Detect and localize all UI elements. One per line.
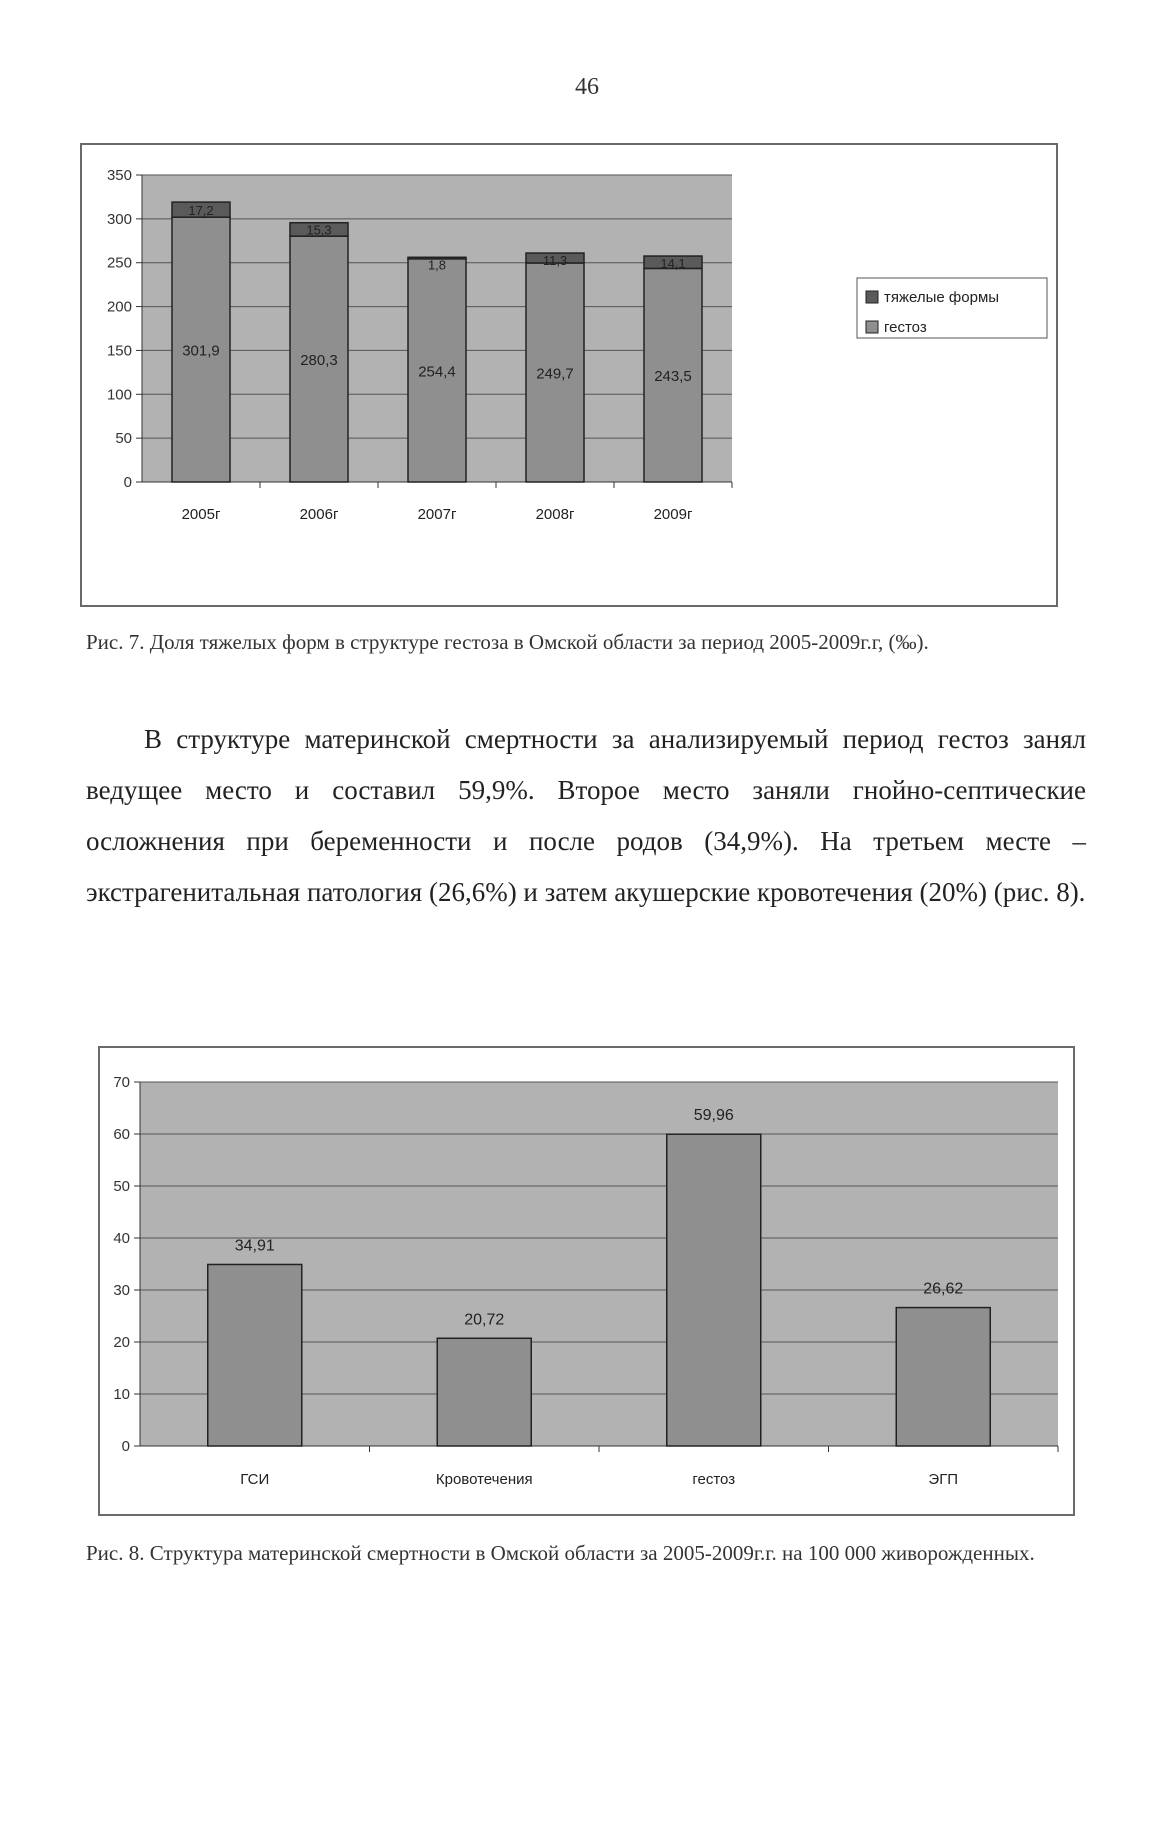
bar [896, 1308, 990, 1446]
y-tick-label: 150 [106, 342, 132, 360]
data-label-heavy-forms: 1,8 [427, 257, 447, 273]
figure7-caption: Рис. 7. Доля тяжелых форм в структуре гестоза в Омской области за период 2005-2009г.г, (‰). [86, 630, 929, 654]
y-tick-label: 30 [113, 1282, 130, 1299]
x-tick-label: ГСИ [240, 1471, 270, 1488]
legend-swatch-gestosis [866, 321, 878, 333]
data-label-gestosis: 243,5 [654, 368, 692, 386]
chart2-svg [100, 1048, 1073, 1514]
y-tick-label: 70 [113, 1074, 130, 1091]
x-tick-label: Кровотечения [435, 1471, 533, 1488]
y-tick-label: 50 [113, 1178, 130, 1195]
y-tick-label: 300 [106, 210, 132, 228]
legend-label-heavy-forms: тяжелые формы [884, 289, 1000, 306]
y-tick-label: 20 [113, 1334, 130, 1351]
x-tick-label: 2005г [181, 506, 221, 523]
legend-label-gestosis: гестоз [884, 319, 927, 336]
data-label: 59,96 [693, 1107, 734, 1125]
chart-heavy-forms-gestosis [80, 143, 1058, 607]
data-label: 20,72 [464, 1311, 505, 1329]
y-tick-label: 40 [113, 1230, 130, 1247]
body-paragraph: В структуре материнской смертности за анализируемый период гестоз занял ведущее место и составил 59,9%. Второе место заняли гнойно-септические осложнения при беременности и после родов (34,9%). На третьем месте – экстрагенитальная патология (26,6%) и затем акушерские кровотечения (20%) (рис. 8). [86, 724, 1086, 907]
x-tick-label: 2009г [653, 506, 693, 523]
data-label-gestosis: 249,7 [536, 365, 574, 383]
x-tick-label: гестоз [692, 1471, 736, 1488]
bar [667, 1134, 761, 1446]
bar [437, 1338, 531, 1446]
data-label: 34,91 [234, 1237, 275, 1255]
y-tick-label: 100 [106, 386, 132, 404]
y-tick-label: 0 [121, 1438, 130, 1455]
x-tick-label: ЭГП [928, 1471, 959, 1488]
chart1-svg [82, 145, 1056, 605]
bar [208, 1264, 302, 1446]
data-label-heavy-forms: 14,1 [660, 256, 686, 272]
x-tick-label: 2008г [535, 506, 575, 523]
y-tick-label: 60 [113, 1126, 130, 1143]
y-tick-label: 10 [113, 1386, 130, 1403]
x-tick-label: 2006г [299, 506, 339, 523]
data-label-gestosis: 280,3 [300, 352, 338, 370]
data-label: 26,62 [923, 1280, 964, 1298]
data-label-heavy-forms: 11,3 [542, 253, 568, 269]
y-tick-label: 50 [115, 430, 132, 448]
y-tick-label: 250 [106, 254, 132, 272]
y-tick-label: 350 [106, 167, 132, 184]
legend [857, 278, 1047, 338]
data-label-gestosis: 254,4 [418, 363, 456, 381]
figure8-caption: Рис. 8. Структура материнской смертности в Омской области за 2005-2009г.г. на 100 000 живорожденных. [86, 1541, 1035, 1565]
data-label-gestosis: 301,9 [182, 342, 220, 360]
x-tick-label: 2007г [417, 506, 457, 523]
y-tick-label: 200 [106, 298, 132, 316]
data-label-heavy-forms: 15,3 [306, 222, 332, 238]
data-label-heavy-forms: 17,2 [188, 203, 214, 219]
legend-swatch-heavy-forms [866, 291, 878, 303]
page-number: 46 [575, 74, 599, 100]
chart-maternal-mortality-structure [98, 1046, 1075, 1516]
y-tick-label: 0 [123, 474, 132, 491]
